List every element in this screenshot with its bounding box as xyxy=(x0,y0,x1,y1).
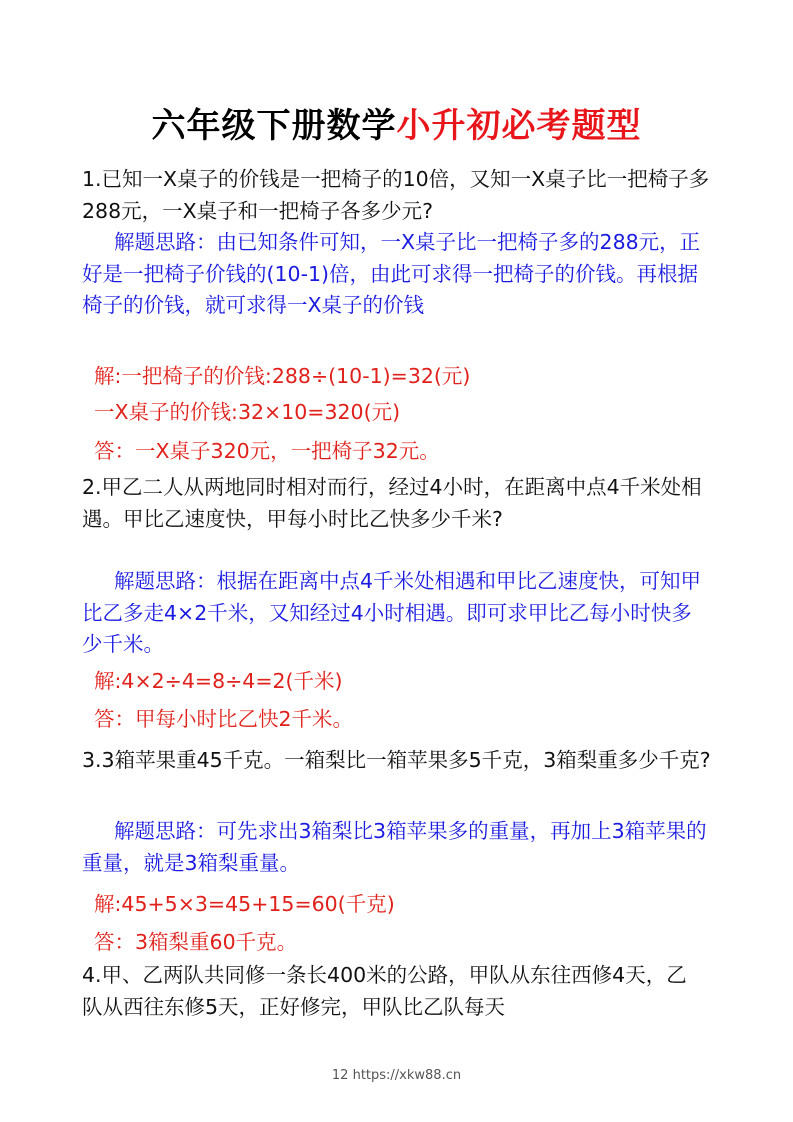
problem-1-solution-line-1: 解:一把椅子的价钱:288÷(10-1)=32(元) xyxy=(94,364,471,388)
problem-3-answer: 答：3箱梨重60千克。 xyxy=(94,930,298,954)
problem-1-solution-line-2: 一X桌子的价钱:32×10=320(元) xyxy=(94,400,401,424)
problem-2-hint: 解题思路：根据在距离中点4千米处相遇和甲比乙速度快，可知甲比乙多走4×2千米，又知经过4小时相遇。即可求甲比乙每小时快多少千米。 xyxy=(82,569,702,656)
problem-1-answer: 答：一X桌子320元，一把椅子32元。 xyxy=(94,439,440,463)
page-title xyxy=(0,98,793,154)
title-part-1: 六年级下册数学 xyxy=(151,106,397,146)
title-part-2: 小升初必考题型 xyxy=(396,106,642,146)
problem-2-answer: 答：甲每小时比乙快2千米。 xyxy=(94,707,354,731)
problem-4-question: 4.甲、乙两队共同修一条长400米的公路，甲队从东往西修4天，乙队从西往东修5天，正好修完，甲队比乙队每天 xyxy=(82,963,687,1019)
problem-2-question: 2.甲乙二人从两地同时相对而行，经过4小时，在距离中点4千米处相遇。甲比乙速度快，甲每小时比乙快多少千米? xyxy=(82,475,702,531)
problem-1-hint: 解题思路：由已知条件可知，一X桌子比一把椅子多的288元，正好是一把椅子价钱的(10-1)倍，由此可求得一把椅子的价钱。再根据椅子的价钱，就可求得一X桌子的价钱 xyxy=(82,230,701,317)
problem-1-question: 1.已知一X桌子的价钱是一把椅子的10倍，又知一X桌子比一把椅子多288元，一X桌子和一把椅子各多少元? xyxy=(82,167,710,223)
problem-3-question: 3.3箱苹果重45千克。一箱梨比一箱苹果多5千克，3箱梨重多少千克? xyxy=(82,748,711,772)
problem-3-hint: 解题思路：可先求出3箱梨比3箱苹果多的重量，再加上3箱苹果的重量，就是3箱梨重量。 xyxy=(82,819,707,875)
problem-3-solution: 解:45+5×3=45+15=60(千克) xyxy=(94,892,395,916)
page-footer: 12 https://xkw88.cn xyxy=(331,1068,462,1083)
problem-2-solution: 解:4×2÷4=8÷4=2(千米) xyxy=(94,669,343,693)
